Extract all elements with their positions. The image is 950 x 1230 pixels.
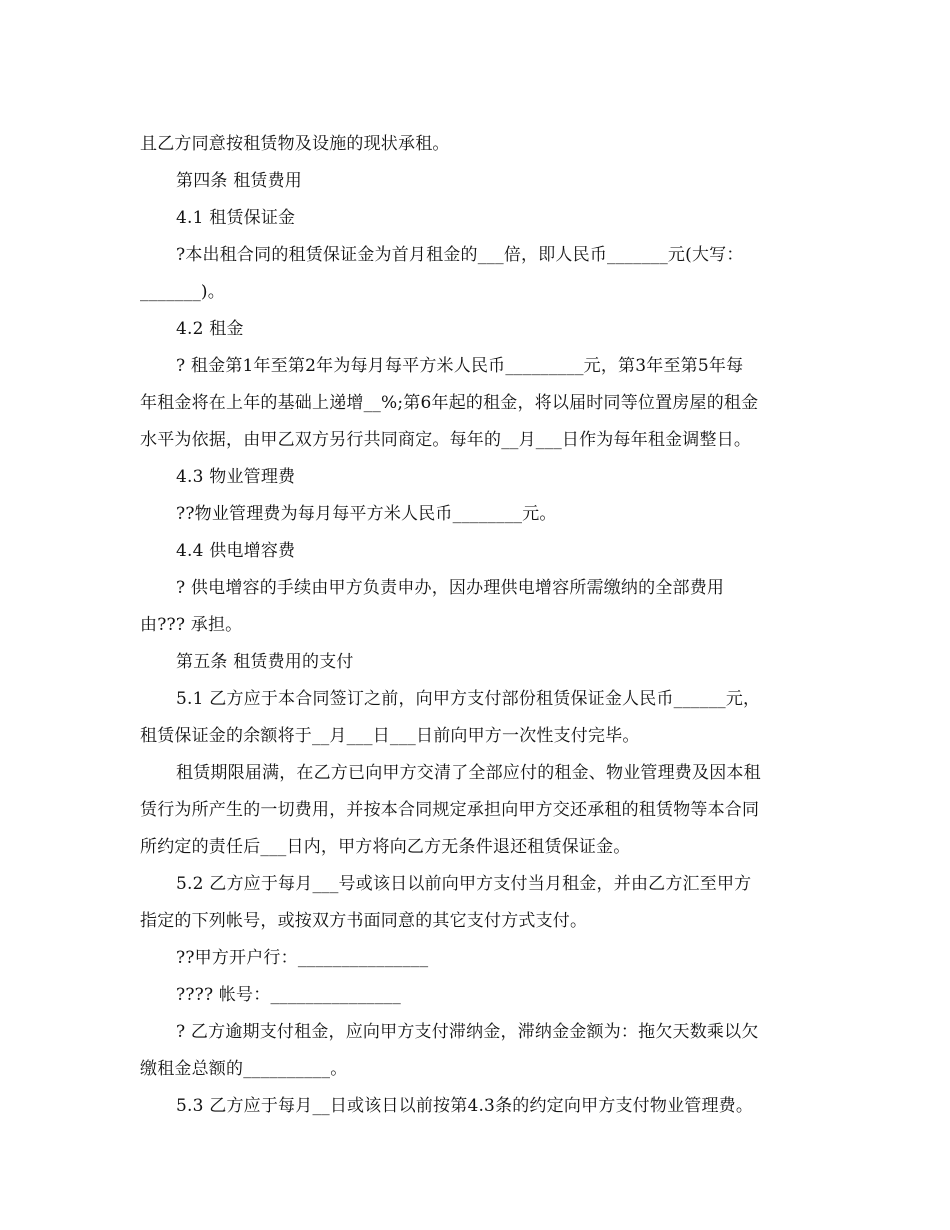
- subsection-heading: 4.2 租金: [176, 319, 244, 339]
- paragraph-line: ? 租金第1年至第2年为每月每平方米人民币_________元，第3年至第5年每: [176, 356, 744, 376]
- section-heading: 第五条 租赁费用的支付: [176, 652, 354, 672]
- paragraph-line: 5.2 乙方应于每月___号或该日以前向甲方支付当月租金，并由乙方汇至甲方: [176, 874, 752, 894]
- subsection-heading: 4.1 租赁保证金: [176, 208, 296, 228]
- account-field-line: ???? 帐号：_______________: [176, 985, 401, 1005]
- paragraph-line: 年租金将在上年的基础上递增__%;第6年起的租金，将以届时同等位置房屋的租金: [140, 393, 759, 413]
- paragraph-line: 所约定的责任后___日内，甲方将向乙方无条件退还租赁保证金。: [140, 837, 631, 857]
- paragraph-line: ?本出租合同的租赁保证金为首月租金的___倍，即人民币_______元(大写：: [176, 245, 744, 265]
- paragraph-line: 且乙方同意按租赁物及设施的现状承租。: [140, 134, 450, 154]
- bank-field-line: ??甲方开户行：_______________: [176, 948, 429, 968]
- paragraph-line: 由??? 承担。: [140, 615, 243, 635]
- subsection-heading: 4.3 物业管理费: [176, 467, 296, 487]
- paragraph-line: 指定的下列帐号，或按双方书面同意的其它支付方式支付。: [140, 911, 588, 931]
- section-heading: 第四条 租赁费用: [176, 171, 303, 191]
- paragraph-line: ? 乙方逾期支付租金，应向甲方支付滞纳金，滞纳金金额为：拖欠天数乘以欠: [176, 1022, 759, 1042]
- subsection-heading: 4.4 供电增容费: [176, 541, 296, 561]
- paragraph-line: 赁行为所产生的一切费用，并按本合同规定承担向甲方交还承租的租赁物等本合同: [140, 800, 760, 820]
- paragraph-line: 5.3 乙方应于每月__日或该日以前按第4.3条的约定向甲方支付物业管理费。: [176, 1096, 754, 1116]
- paragraph-line: 缴租金总额的__________。: [140, 1059, 348, 1079]
- paragraph-line: 5.1 乙方应于本合同签订之前，向甲方支付部份租赁保证金人民币______元，: [176, 689, 761, 709]
- paragraph-line: ? 供电增容的手续由甲方负责申办，因办理供电增容所需缴纳的全部费用: [176, 578, 725, 598]
- paragraph-line: _______)。: [140, 282, 225, 302]
- paragraph-line: ??物业管理费为每月每平方米人民币________元。: [176, 504, 557, 524]
- paragraph-line: 水平为依据，由甲乙双方另行共同商定。每年的__月___日作为每年租金调整日。: [140, 430, 752, 450]
- paragraph-line: 租赁保证金的余额将于__月___日___日前向甲方一次性支付完毕。: [140, 726, 640, 746]
- paragraph-line: 租赁期限届满，在乙方已向甲方交清了全部应付的租金、物业管理费及因本租: [176, 763, 761, 783]
